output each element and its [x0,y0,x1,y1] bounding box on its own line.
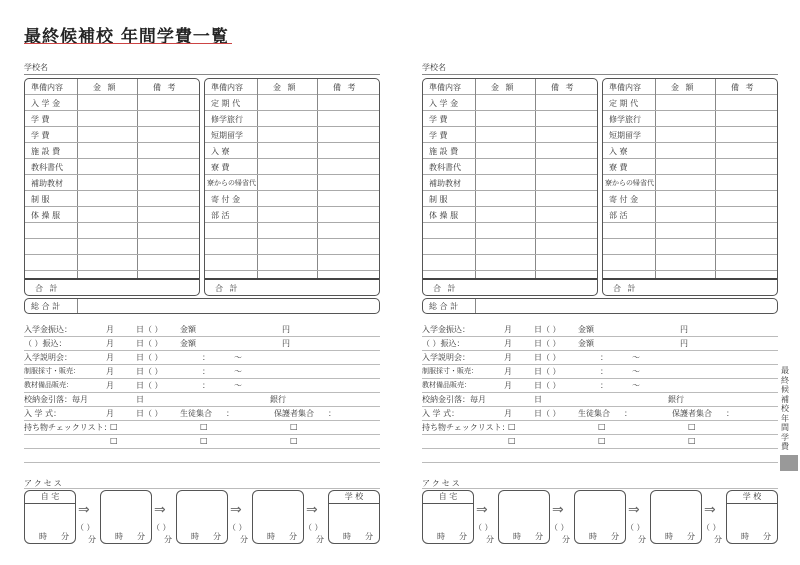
header-amount: 金 額 [93,83,118,92]
month-label: 月 [106,409,114,418]
subtotal-rule [25,278,199,280]
table-row[interactable] [25,223,199,239]
access-home-box[interactable] [24,490,76,544]
table-row[interactable] [25,191,199,207]
minute-label: 分 [486,535,494,544]
minute-label: 分 [611,532,619,541]
day-label: 日 [136,395,144,404]
day-label: 日（ ） [136,353,163,362]
table-row[interactable] [423,175,597,191]
checkbox[interactable]: □ [688,436,696,445]
row-line [422,448,778,449]
day-label: 日（ ） [136,339,163,348]
table-header-row [423,79,597,95]
arrow-icon: ⇒ [230,502,242,518]
transit-paren: （ ） [304,523,323,532]
students-label: 生徒集合 [578,409,610,418]
col-divider [475,299,476,313]
table-header-row [205,79,379,95]
table-row[interactable] [603,111,777,127]
form-page-right [418,0,778,565]
colon-label: ： [726,409,734,418]
row-label: 制服採寸・販売： [422,367,478,375]
row-line [24,336,380,337]
arrow-icon: ⇒ [628,502,640,518]
table-row[interactable] [205,255,379,271]
grand-total-row[interactable] [422,298,778,314]
table-row[interactable] [25,175,199,191]
field-label: 金額 [578,339,594,348]
checkbox[interactable]: □ [110,436,118,445]
checkbox[interactable]: □ [598,436,606,445]
month-label: 月 [504,353,512,362]
table-header-row [25,79,199,95]
row-label: 教材備品販売： [422,381,471,389]
field-label: 〜 [632,353,640,362]
minute-label: 分 [164,535,172,544]
day-label: 日（ ） [136,367,163,376]
row-label: （ ）振込： [422,339,465,348]
arrow-icon: ⇒ [704,502,716,518]
row-label: 補助教材 [429,179,461,188]
table-row[interactable] [423,223,597,239]
table-row[interactable] [205,143,379,159]
row-label: 入学金振込： [422,325,470,334]
header-notes: 備 考 [551,83,576,92]
table-row[interactable] [603,207,777,223]
school-name-line[interactable] [422,74,778,75]
field-label: ： [600,367,608,376]
row-label: 寮 費 [211,163,230,172]
row-label: 寮 費 [609,163,628,172]
hour-label: 時 [665,532,673,541]
checklist-label: 持ち物チェックリスト： [24,423,112,432]
ceremony-label: 入 学 式： [24,409,62,418]
field-label: 金額 [180,339,196,348]
table-row[interactable] [25,159,199,175]
minute-label: 分 [61,532,69,541]
colon-label: ： [328,409,336,418]
side-index-tab[interactable] [780,455,798,471]
table-row[interactable] [205,207,379,223]
subtotal-label: 合 計 [35,284,60,293]
row-label: 制 服 [31,195,50,204]
access-school-box[interactable] [726,490,778,544]
table-row[interactable] [603,239,777,255]
row-label: 寄 付 金 [609,195,639,204]
row-line [422,336,778,337]
table-row[interactable] [423,159,597,175]
field-label: 〜 [632,367,640,376]
side-vertical-title: 最終候補校 年間学費 [781,366,789,451]
bank-label: 校納金引落：毎月 [422,395,486,404]
checkbox[interactable]: □ [688,422,696,431]
row-label: 修学旅行 [211,115,243,124]
hour-label: 時 [741,532,749,541]
field-label: 金額 [180,325,196,334]
field-label: 〜 [234,367,242,376]
minute-label: 分 [137,532,145,541]
access-school-box[interactable] [328,490,380,544]
subtotal-rule [603,278,777,280]
day-label: 日 [534,395,542,404]
access-step-box[interactable] [252,490,304,544]
access-home-box[interactable] [422,490,474,544]
fee-table-left [422,78,598,296]
table-row[interactable] [25,239,199,255]
row-line [422,364,778,365]
day-label: 日（ ） [534,381,561,390]
arrow-icon: ⇒ [476,502,488,518]
access-label: アクセス [24,479,64,488]
table-row[interactable] [423,95,597,111]
checkbox[interactable]: □ [290,422,298,431]
row-line [24,364,380,365]
row-label: 教科書代 [429,163,461,172]
form-page-left [20,0,380,565]
row-label: 短期留学 [609,131,641,140]
access-step-box[interactable] [176,490,228,544]
field-label: 円 [680,339,688,348]
row-label: 短期留学 [211,131,243,140]
hour-label: 時 [191,532,199,541]
day-label: 日（ ） [534,367,561,376]
month-label: 月 [504,381,512,390]
row-label: 補助教材 [31,179,63,188]
row-line [422,392,778,393]
row-line [422,406,778,407]
table-row[interactable] [423,127,597,143]
row-line [422,378,778,379]
row-line [24,488,380,489]
row-label: 学 費 [31,131,50,140]
row-label: 入 学 金 [31,99,61,108]
header-amount: 金 額 [273,83,298,92]
field-label: ： [202,353,210,362]
transit-paren: （ ） [550,523,569,532]
table-row[interactable] [205,223,379,239]
table-row[interactable] [205,159,379,175]
table-row[interactable] [603,95,777,111]
row-line [422,420,778,421]
row-line [24,350,380,351]
field-label: 〜 [632,381,640,390]
checkbox[interactable]: □ [598,422,606,431]
header-amount: 金 額 [671,83,696,92]
table-row[interactable] [205,175,379,191]
colon-label: ： [624,409,632,418]
row-label: 体 操 服 [429,211,459,220]
grand-total-label: 総 合 計 [31,302,61,311]
arrow-icon: ⇒ [78,502,90,518]
minute-label: 分 [88,535,96,544]
checkbox[interactable]: □ [200,422,208,431]
subtotal-rule [423,278,597,280]
parents-label: 保護者集合 [274,409,314,418]
table-row[interactable] [603,127,777,143]
row-label: 学 費 [429,131,448,140]
row-label: 制服採寸・販売： [24,367,80,375]
access-step-box[interactable] [498,490,550,544]
school-name-line[interactable] [24,74,380,75]
table-row[interactable] [423,255,597,271]
students-label: 生徒集合 [180,409,212,418]
row-label: 修学旅行 [609,115,641,124]
month-label: 月 [504,339,512,348]
hour-label: 時 [343,532,351,541]
day-label: 日（ ） [136,409,163,418]
table-row[interactable] [205,95,379,111]
row-label: 定 期 代 [609,99,639,108]
minute-label: 分 [365,532,373,541]
header-item: 準備内容 [609,83,641,92]
header-notes: 備 考 [731,83,756,92]
minute-label: 分 [213,532,221,541]
day-label: 日（ ） [136,381,163,390]
grand-total-label: 総 合 計 [429,302,459,311]
col-divider [77,299,78,313]
header-notes: 備 考 [333,83,358,92]
table-row[interactable] [423,143,597,159]
row-label: 寮からの帰省代 [605,179,654,187]
table-row[interactable] [25,95,199,111]
grand-total-row[interactable] [24,298,380,314]
row-label: 入学説明会： [422,353,470,362]
field-label: ： [600,353,608,362]
header-item: 準備内容 [429,83,461,92]
row-line [24,448,380,449]
row-label: 施 設 費 [31,147,61,156]
bank-name-label: 銀行 [668,395,684,404]
table-row[interactable] [423,239,597,255]
row-line [422,462,778,463]
arrow-icon: ⇒ [306,502,318,518]
table-row[interactable] [603,159,777,175]
minute-label: 分 [687,532,695,541]
row-label: 部 活 [609,211,628,220]
minute-label: 分 [763,532,771,541]
minute-label: 分 [240,535,248,544]
subtotal-label: 合 計 [613,284,638,293]
arrow-icon: ⇒ [154,502,166,518]
table-row[interactable] [423,191,597,207]
table-row[interactable] [205,239,379,255]
parents-label: 保護者集合 [672,409,712,418]
table-row[interactable] [423,207,597,223]
table-header-row [603,79,777,95]
access-step-box[interactable] [100,490,152,544]
day-label: 日（ ） [534,353,561,362]
field-label: 円 [680,325,688,334]
row-label: 制 服 [429,195,448,204]
table-row[interactable] [603,255,777,271]
row-line [422,488,778,489]
checkbox[interactable]: □ [290,436,298,445]
transit-paren: （ ） [474,523,493,532]
hour-label: 時 [39,532,47,541]
hour-label: 時 [513,532,521,541]
header-amount: 金 額 [491,83,516,92]
table-row[interactable] [25,255,199,271]
row-line [24,434,380,435]
row-line [24,378,380,379]
month-label: 月 [106,339,114,348]
table-row[interactable] [25,111,199,127]
bank-label: 校納金引落：毎月 [24,395,88,404]
table-row[interactable] [603,175,777,191]
subtotal-rule [205,278,379,280]
table-row[interactable] [205,191,379,207]
minute-label: 分 [289,532,297,541]
school-label: 学 校 [727,491,777,504]
row-line [24,406,380,407]
table-row[interactable] [25,207,199,223]
row-label: 施 設 費 [429,147,459,156]
access-step-box[interactable] [650,490,702,544]
minute-label: 分 [714,535,722,544]
table-row[interactable] [603,223,777,239]
row-label: 寄 付 金 [211,195,241,204]
hour-label: 時 [267,532,275,541]
table-row[interactable] [25,143,199,159]
row-line [422,434,778,435]
row-label: 学 費 [429,115,448,124]
field-label: ： [202,367,210,376]
row-label: 教材備品販売： [24,381,73,389]
row-label: 体 操 服 [31,211,61,220]
day-label: 日（ ） [534,339,561,348]
subtotal-label: 合 計 [215,284,240,293]
row-line [24,392,380,393]
fee-table-left [24,78,200,296]
transit-paren: （ ） [228,523,247,532]
minute-label: 分 [638,535,646,544]
row-line [24,462,380,463]
month-label: 月 [106,367,114,376]
month-label: 月 [504,325,512,334]
checkbox[interactable]: □ [110,422,118,431]
fee-table-right [204,78,380,296]
field-label: 金額 [578,325,594,334]
table-row[interactable] [603,143,777,159]
field-label: ： [202,381,210,390]
row-label: 定 期 代 [211,99,241,108]
subtotal-label: 合 計 [433,284,458,293]
home-label: 自 宅 [25,491,75,504]
header-item: 準備内容 [31,83,63,92]
row-line [422,350,778,351]
table-row[interactable] [603,191,777,207]
table-row[interactable] [423,111,597,127]
field-label: 〜 [234,353,242,362]
checkbox[interactable]: □ [508,422,516,431]
fee-table-right [602,78,778,296]
school-name-label: 学校名 [422,63,446,72]
table-row[interactable] [25,127,199,143]
row-line [24,420,380,421]
school-label: 学 校 [329,491,379,504]
row-label: 入 寮 [609,147,628,156]
minute-label: 分 [316,535,324,544]
checkbox[interactable]: □ [200,436,208,445]
minute-label: 分 [535,532,543,541]
page-title: 最終候補校 年間学費一覧 [24,27,229,47]
hour-label: 時 [437,532,445,541]
minute-label: 分 [562,535,570,544]
checklist-label: 持ち物チェックリスト： [422,423,510,432]
row-label: 入学説明会： [24,353,72,362]
bank-name-label: 銀行 [270,395,286,404]
access-label: アクセス [422,479,462,488]
row-label: （ ）振込： [24,339,67,348]
row-label: 学 費 [31,115,50,124]
day-label: 日（ ） [534,409,561,418]
month-label: 月 [106,353,114,362]
arrow-icon: ⇒ [552,502,564,518]
header-notes: 備 考 [153,83,178,92]
day-label: 日（ ） [534,325,561,334]
row-label: 部 活 [211,211,230,220]
minute-label: 分 [459,532,467,541]
month-label: 月 [106,381,114,390]
row-label: 入学金振込： [24,325,72,334]
row-label: 入 寮 [211,147,230,156]
checkbox[interactable]: □ [508,436,516,445]
header-item: 準備内容 [211,83,243,92]
table-row[interactable] [205,111,379,127]
month-label: 月 [106,325,114,334]
table-row[interactable] [205,127,379,143]
day-label: 日（ ） [136,325,163,334]
field-label: ： [600,381,608,390]
hour-label: 時 [589,532,597,541]
transit-paren: （ ） [76,523,95,532]
colon-label: ： [226,409,234,418]
school-name-label: 学校名 [24,63,48,72]
month-label: 月 [504,409,512,418]
home-label: 自 宅 [423,491,473,504]
row-label: 寮からの帰省代 [207,179,256,187]
month-label: 月 [504,367,512,376]
transit-paren: （ ） [626,523,645,532]
transit-paren: （ ） [152,523,171,532]
row-label: 入 学 金 [429,99,459,108]
hour-label: 時 [115,532,123,541]
ceremony-label: 入 学 式： [422,409,460,418]
access-step-box[interactable] [574,490,626,544]
field-label: 円 [282,325,290,334]
transit-paren: （ ） [702,523,721,532]
row-label: 教科書代 [31,163,63,172]
field-label: 円 [282,339,290,348]
field-label: 〜 [234,381,242,390]
